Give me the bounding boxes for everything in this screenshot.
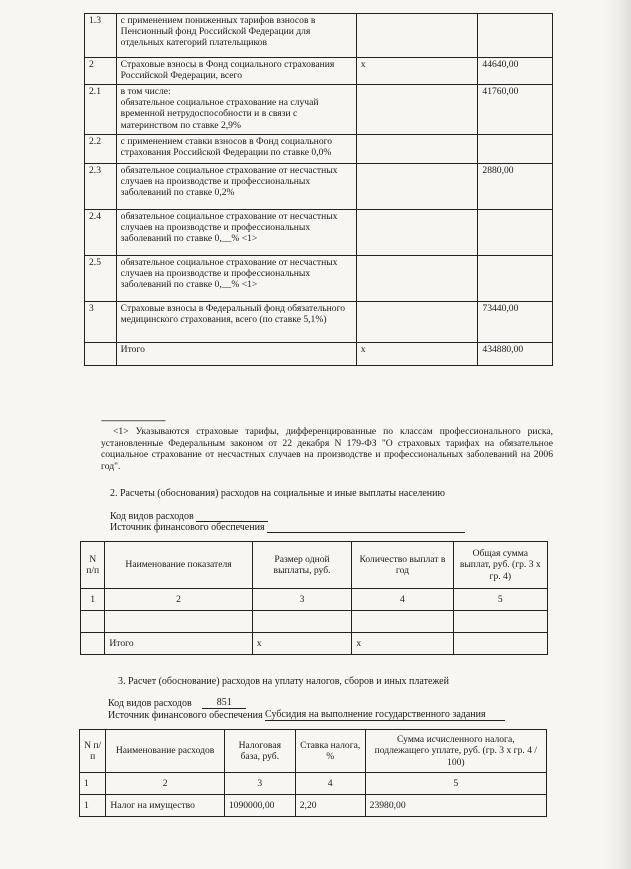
col-header-name: Наименование расходов [106,730,225,773]
table-row [81,611,548,633]
table-row [85,343,553,366]
col-number: 5 [453,589,547,611]
section2-source-label: Источник финансового обеспечения [110,522,265,533]
row-value [478,14,553,58]
row-number: 2.5 [85,256,117,302]
row-mid [356,85,478,135]
row-value: 44640,00 [478,58,553,85]
col-number: 5 [365,773,546,795]
row-number: 2.4 [85,210,117,256]
col-number: 2 [105,589,252,611]
col-header-num: N п/п [81,542,105,589]
section3-code-value: 851 [202,697,246,709]
col-header-num: N п/п [80,730,106,773]
section3-code-label: Код видов расходов [108,698,192,709]
row-mid: х [356,343,478,366]
table-row [85,14,553,58]
row-name: с применением пониженных тарифов взносов в Пенсионный фонд Российской Федерации для отдельных категорий плательщиков [116,14,356,58]
col-header-name: Наименование показателя [105,542,252,589]
total-c3: х [252,633,352,655]
insurance-contributions-table [84,13,553,366]
table-row [80,795,547,817]
col-header-count: Количество выплат в год [352,542,453,589]
col-number: 2 [106,773,225,795]
col-number: 4 [352,589,453,611]
table-row [85,302,553,343]
row-rate: 2,20 [295,795,365,817]
col-number: 1 [80,773,106,795]
col-header-size: Размер одной выплаты, руб. [252,542,352,589]
table-header-row [81,542,548,589]
row-name: обязательное социальное страхование от несчастных случаев на производстве и профессиональных заболеваний по ставке 0,__% <1> [116,256,356,302]
table-header-row [80,730,547,773]
row-value [478,135,553,164]
footnote-text: <1> Указываются страховые тарифы, дифференцированные по классам профессионального риска, установленные Федеральным законом от 22 декабря N 179-ФЗ "О страховых тарифах на обязательное социальное страхование от несчастных случаев на производстве и профессиональных заболеваний на 2006 год". [101,426,553,472]
row-mid [356,210,478,256]
col-number: 4 [295,773,365,795]
row-mid: х [356,58,478,85]
total-row [81,633,548,655]
row-number: 1.3 [85,14,117,58]
section3-code-line [108,697,246,709]
row-name: с применением ставки взносов в Фонд социального страхования Российской Федерации по ставке 0,0% [116,135,356,164]
social-payments-table [80,541,548,655]
section3-source-label: Источник финансового обеспечения [108,710,263,721]
taxes-table [79,729,547,817]
col-header-rate: Ставка налога, % [295,730,365,773]
col-number: 1 [81,589,105,611]
section2-source-line [110,521,465,533]
row-name: Итого [116,343,356,366]
section2-source-value [267,521,465,533]
row-number: 2.1 [85,85,117,135]
page-edge-shadow [601,0,631,869]
row-number: 3 [85,302,117,343]
row-value: 2880,00 [478,164,553,210]
col-header-base: Налоговая база, руб. [224,730,295,773]
row-mid [356,14,478,58]
section3-source-value: Субсидия на выполнение государственного задания [265,709,505,721]
row-value [478,210,553,256]
table-row [85,210,553,256]
footnote-separator: -------------------------------- [101,415,165,425]
row-mid [356,135,478,164]
row-name: обязательное социальное страхование от несчастных случаев на производстве и профессиональных заболеваний по ставке 0,2% [116,164,356,210]
row-value [478,256,553,302]
row-name: Страховые взносы в Фонд социального страхования Российской Федерации, всего [116,58,356,85]
footnote [101,415,553,472]
row-mid [356,302,478,343]
row-value: 434880,00 [478,343,553,366]
row-mid [356,256,478,302]
column-numbers-row [81,589,548,611]
col-header-sum: Сумма исчисленного налога, подлежащего уплате, руб. (гр. 3 х гр. 4 / 100) [365,730,546,773]
row-num: 1 [80,795,106,817]
section2-code-label: Код видов расходов [110,511,194,522]
row-name: обязательное социальное страхование от несчастных случаев на производстве и профессиональных заболеваний по ставке 0,__% <1> [116,210,356,256]
table-row [85,135,553,164]
row-number: 2.3 [85,164,117,210]
section2-title: 2. Расчеты (обоснования) расходов на социальные и иные выплаты населению [110,488,445,499]
col-header-total: Общая сумма выплат, руб. (гр. 3 х гр. 4) [453,542,547,589]
row-number: 2.2 [85,135,117,164]
row-value: 73440,00 [478,302,553,343]
row-number: 2 [85,58,117,85]
column-numbers-row [80,773,547,795]
row-name: в том числе: обязательное социальное страхование на случай временной нетрудоспособности и в связи с материнством по ставке 2,9% [116,85,356,135]
row-value: 41760,00 [478,85,553,135]
table-row [85,164,553,210]
row-sum: 23980,00 [365,795,546,817]
total-c4: х [352,633,453,655]
section3-source-line [108,709,505,721]
row-base: 1090000,00 [224,795,295,817]
col-number: 3 [252,589,352,611]
row-mid [356,164,478,210]
table-row [85,256,553,302]
section3-title: 3. Расчет (обоснование) расходов на уплату налогов, сборов и иных платежей [118,676,449,687]
row-number [85,343,117,366]
table-row [85,85,553,135]
row-name: Налог на имущество [106,795,225,817]
col-number: 3 [224,773,295,795]
total-label: Итого [105,633,252,655]
table-row [85,58,553,85]
row-name: Страховые взносы в Федеральный фонд обязательного медицинского страхования, всего (по ставке 5,1%) [116,302,356,343]
